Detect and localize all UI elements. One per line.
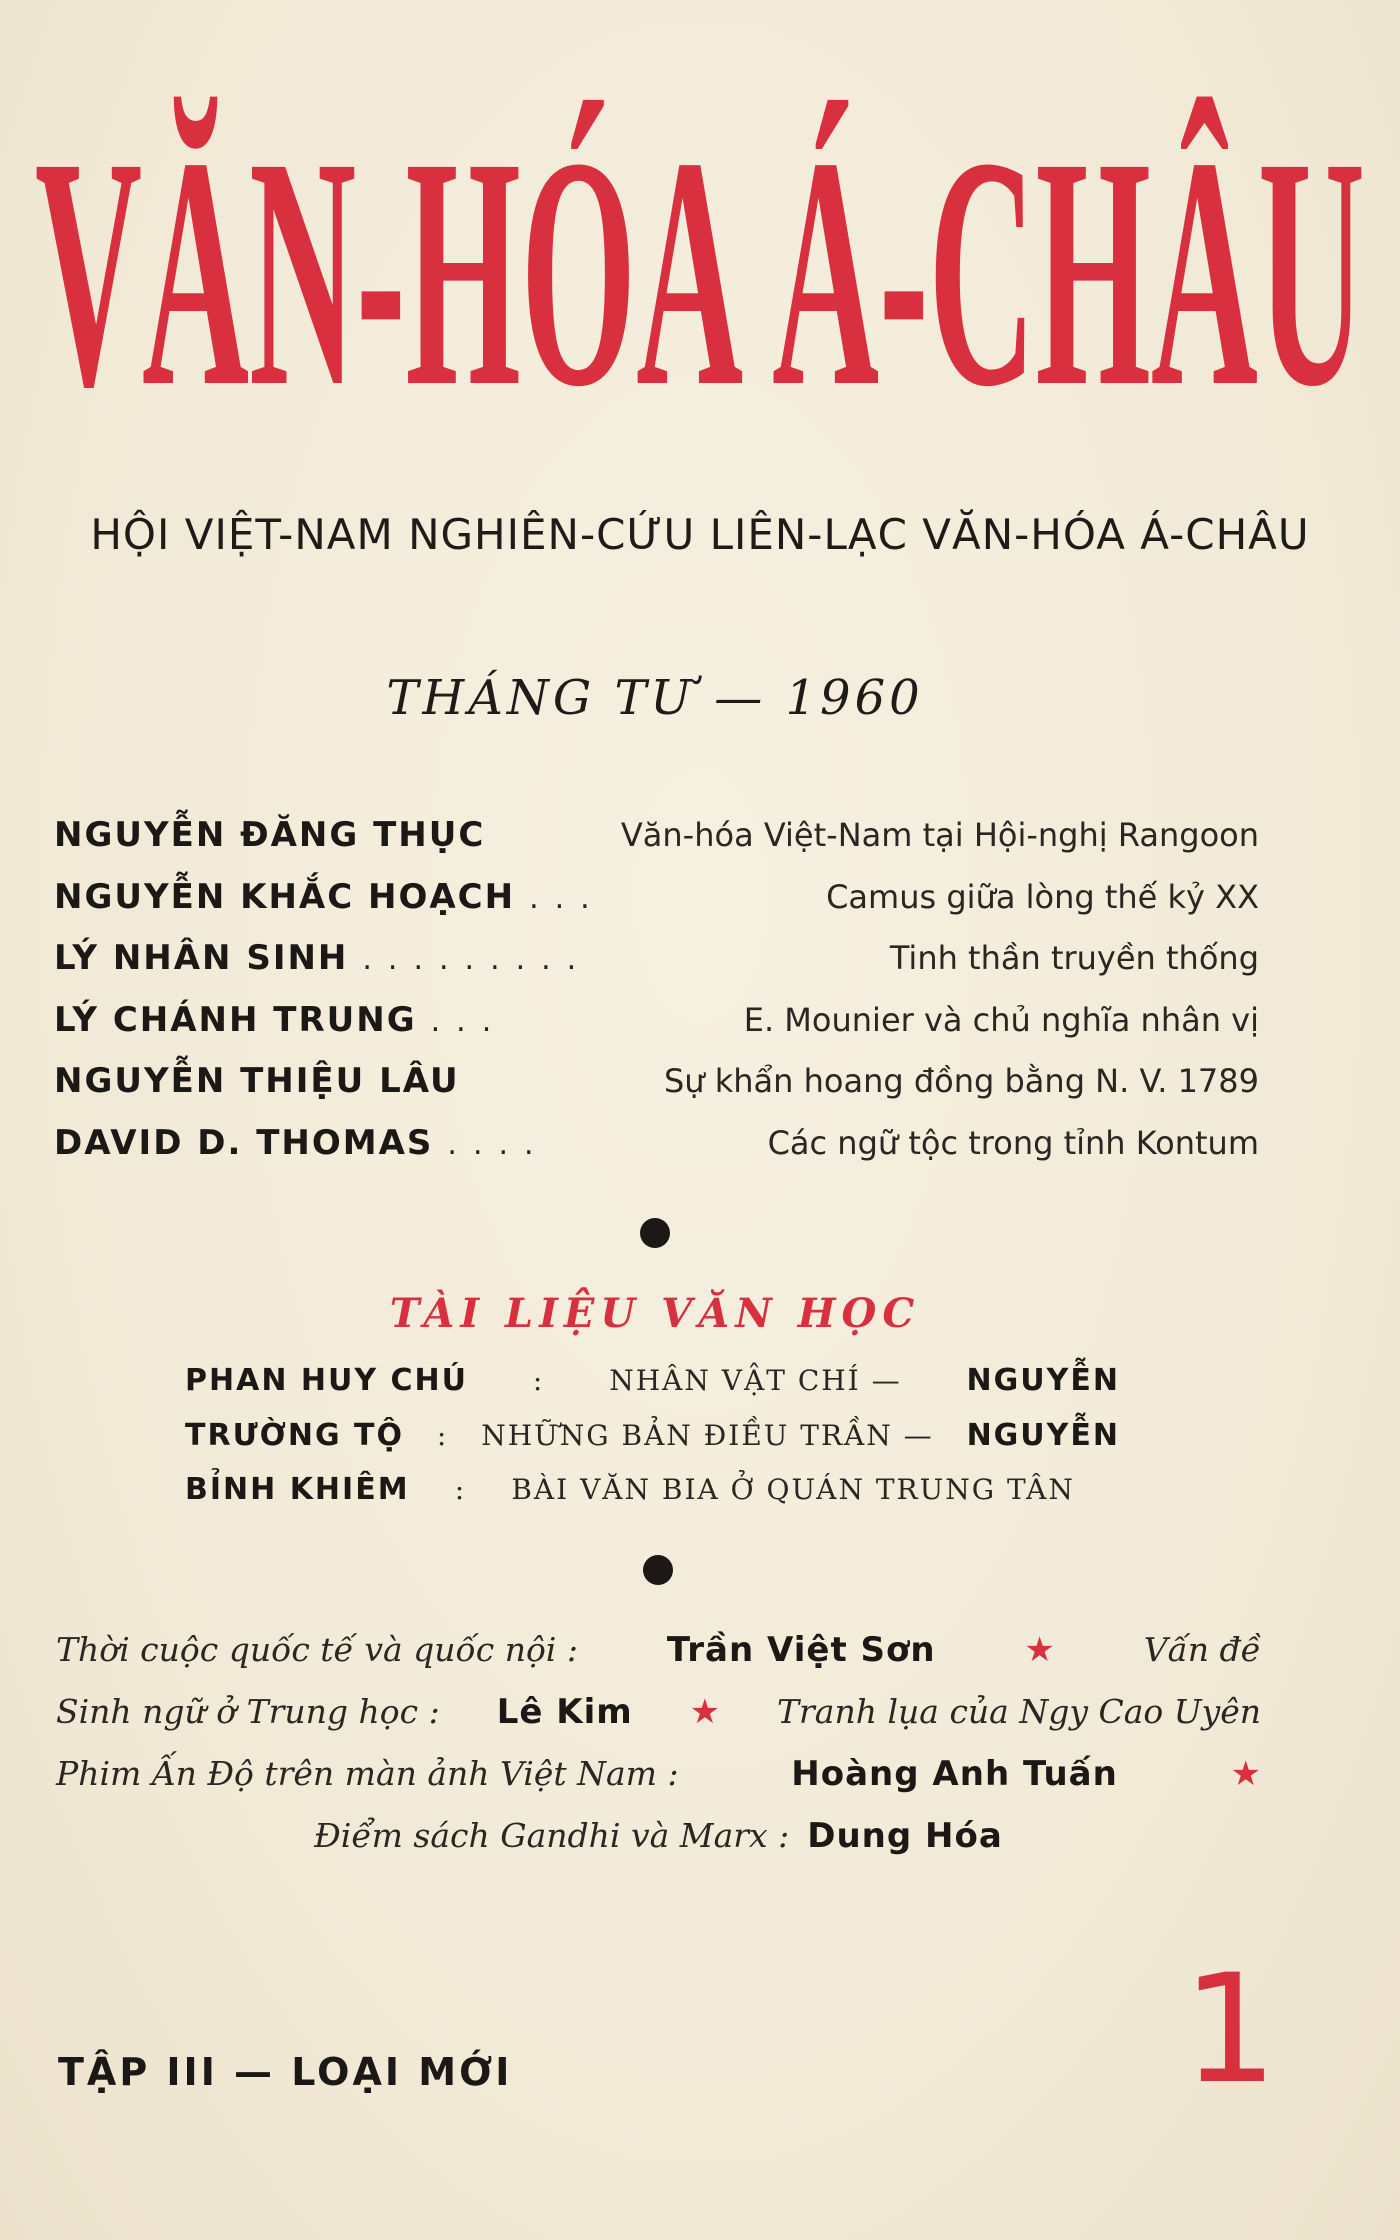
star-icon: ★ xyxy=(1230,1754,1261,1794)
misc-topic: Phim Ấn Độ trên màn ảnh Việt Nam : xyxy=(56,1754,679,1793)
toc-title: Camus giữa lòng thế kỷ XX xyxy=(826,877,1259,916)
toc-dots: ... xyxy=(529,880,606,916)
toc-author: LÝ CHÁNH TRUNG xyxy=(54,999,417,1040)
misc-author: Trần Việt Sơn xyxy=(666,1630,936,1670)
toc-dots: .... xyxy=(447,1126,550,1162)
misc-line xyxy=(56,1692,1261,1754)
toc-title: E. Mounier và chủ nghĩa nhân vị xyxy=(743,1000,1259,1039)
document-line xyxy=(185,1418,1120,1473)
toc-title: Tinh thần truyền thống xyxy=(889,939,1259,977)
toc-title: Văn-hóa Việt-Nam tại Hội-nghị Rangoon xyxy=(620,816,1259,854)
document-author-continued: NGUYỄN xyxy=(966,1417,1120,1453)
document-author: BỈNH KHIÊM xyxy=(185,1472,410,1507)
document-title: NHỮNG BẢN ĐIỀU TRẦN — xyxy=(481,1418,934,1452)
misc-author: Hoàng Anh Tuấn xyxy=(791,1754,1118,1794)
document-author: TRƯỜNG TỘ xyxy=(185,1417,404,1453)
document-separator: : xyxy=(436,1418,449,1452)
toc-title: Sự khẩn hoang đồng bằng N. V. 1789 xyxy=(663,1062,1259,1100)
masthead xyxy=(0,55,1400,415)
misc-topic: Vấn đề xyxy=(1143,1630,1261,1669)
toc-row xyxy=(54,1000,1259,1062)
document-line xyxy=(185,1472,1120,1527)
toc-row xyxy=(54,938,1259,1000)
table-of-contents xyxy=(54,815,1259,1184)
toc-title: Các ngữ tộc trong tỉnh Kontum xyxy=(767,1123,1259,1162)
issue-date: THÁNG TƯ — 1960 xyxy=(386,670,924,726)
star-icon: ★ xyxy=(689,1692,721,1732)
toc-author: NGUYỄN KHẮC HOẠCH xyxy=(54,876,516,917)
document-title: BÀI VĂN BIA Ở QUÁN TRUNG TÂN xyxy=(511,1473,1075,1506)
misc-topic: Điểm sách Gandhi và Marx : xyxy=(314,1816,790,1855)
misc-line xyxy=(56,1630,1261,1692)
section-title: TÀI LIỆU VĂN HỌC xyxy=(389,1290,921,1337)
misc-topic: Sinh ngữ ở Trung học : xyxy=(56,1692,440,1731)
misc-author: Dung Hóa xyxy=(807,1816,1003,1856)
toc-author: NGUYỄN ĐĂNG THỤC xyxy=(54,815,486,855)
toc-author: NGUYỄN THIỆU LÂU xyxy=(54,1061,460,1101)
toc-row xyxy=(54,1061,1259,1123)
toc-dots: ......... xyxy=(362,942,593,977)
document-title: NHÂN VẬT CHÍ — xyxy=(609,1364,902,1397)
toc-author: LÝ NHÂN SINH xyxy=(54,938,349,978)
document-author: PHAN HUY CHÚ xyxy=(185,1363,468,1398)
documents-list xyxy=(185,1363,1120,1527)
bullet-divider xyxy=(643,1555,673,1585)
bullet-divider xyxy=(640,1218,670,1248)
misc-author: Lê Kim xyxy=(496,1692,633,1732)
issue-number: 1 xyxy=(1182,1943,1278,2117)
misc-line xyxy=(56,1816,1261,1878)
document-author-continued: NGUYỄN xyxy=(966,1363,1120,1398)
star-icon: ★ xyxy=(1024,1630,1055,1670)
misc-topic: Thời cuộc quốc tế và quốc nội : xyxy=(56,1630,578,1669)
document-separator: : xyxy=(532,1364,545,1397)
toc-row xyxy=(54,877,1259,939)
document-line xyxy=(185,1363,1120,1418)
misc-line xyxy=(56,1754,1261,1816)
misc-topic: Tranh lụa của Ngy Cao Uyên xyxy=(777,1692,1261,1731)
miscellany xyxy=(56,1630,1261,1878)
volume-label: TẬP III — LOẠI MỚI xyxy=(58,2050,513,2094)
toc-row xyxy=(54,815,1259,877)
masthead-title: VĂN-HÓA Á-CHÂU xyxy=(35,90,1365,415)
society-name: HỘI VIỆT-NAM NGHIÊN-CỨU LIÊN-LẠC VĂN-HÓA Á-CHÂU xyxy=(90,510,1310,559)
toc-row xyxy=(54,1123,1259,1185)
toc-dots: ... xyxy=(430,1003,508,1039)
document-separator: : xyxy=(454,1473,467,1506)
toc-author: DAVID D. THOMAS xyxy=(54,1122,434,1163)
